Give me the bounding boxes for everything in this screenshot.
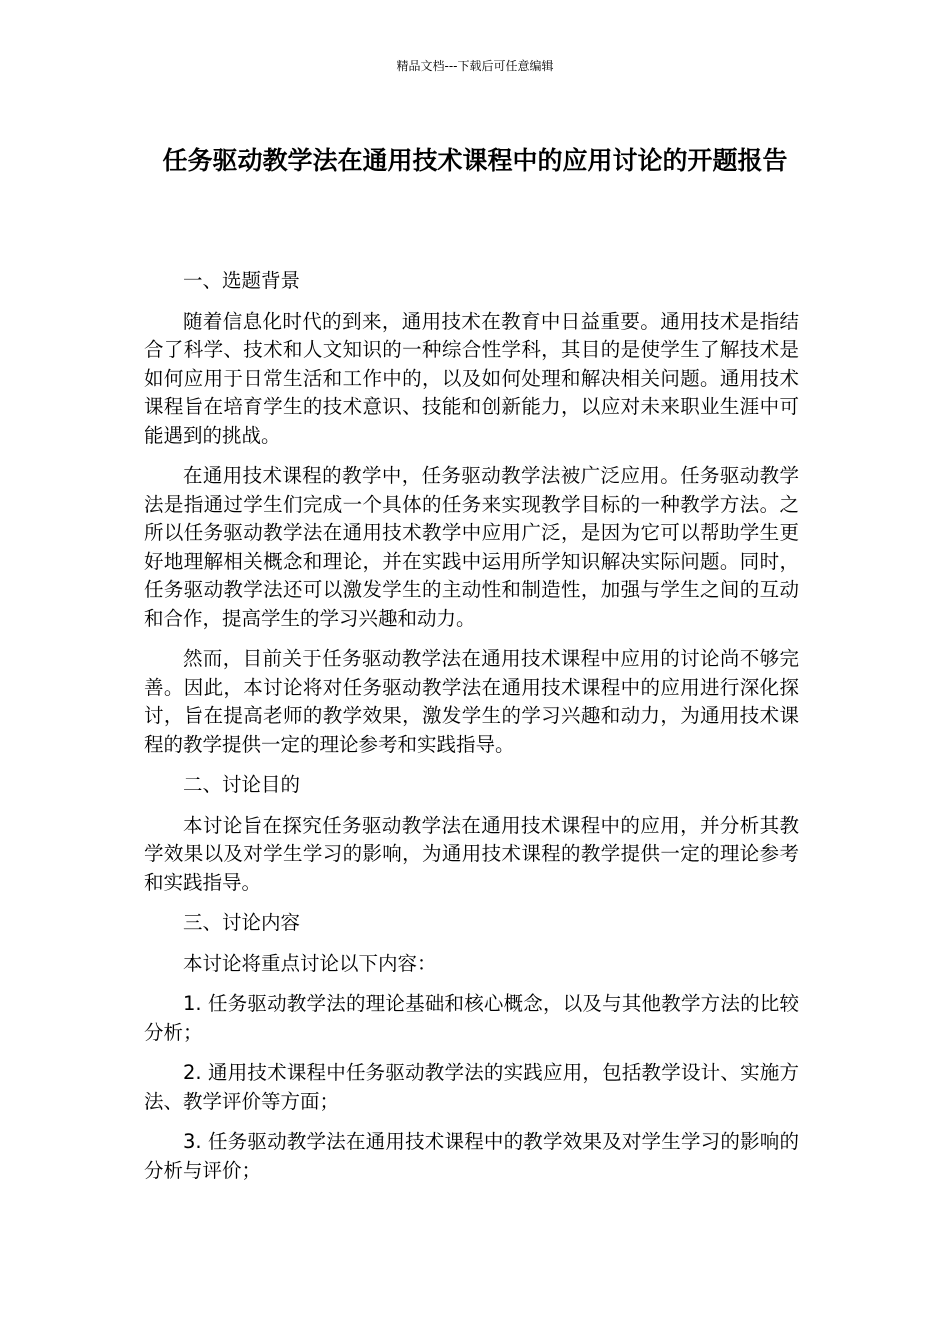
section-heading-background: 一、选题背景 (183, 269, 301, 292)
paragraph: 随着信息化时代的到来，通用技术在教育中日益重要。通用技术是指结合了科学、技术和人文知识的一种综合性学科，其目的是使学生了解技术是如何应用于日常生活和工作中的，以及如何处理和解决相关问题。通用技术课程旨在培育学生的技术意识、技能和创新能力，以应对未来职业生涯中可能遇到的挑战。 (144, 309, 799, 447)
section-heading-content: 三、讨论内容 (183, 911, 301, 934)
list-item: 1. 任务驱动教学法的理论基础和核心概念，以及与其他教学方法的比较分析； (144, 992, 799, 1044)
paragraph: 本讨论旨在探究任务驱动教学法在通用技术课程中的应用，并分析其教学效果以及对学生学习的影响，为通用技术课程的教学提供一定的理论参考和实践指导。 (144, 813, 799, 894)
paragraph: 然而，目前关于任务驱动教学法在通用技术课程中应用的讨论尚不够完善。因此，本讨论将对任务驱动教学法在通用技术课程中的应用进行深化探讨，旨在提高老师的教学效果，激发学生的学习兴趣和动力，为通用技术课程的教学提供一定的理论参考和实践指导。 (144, 647, 799, 756)
document-title: 任务驱动教学法在通用技术课程中的应用讨论的开题报告 (162, 146, 788, 175)
page-header-note: 精品文档---下载后可任意编辑 (396, 59, 554, 73)
list-item: 2. 通用技术课程中任务驱动教学法的实践应用，包括教学设计、实施方法、教学评价等方面； (144, 1061, 799, 1113)
section-heading-purpose: 二、讨论目的 (183, 773, 301, 796)
document-body (144, 267, 799, 1197)
list-item: 3. 任务驱动教学法在通用技术课程中的教学效果及对学生学习的影响的分析与评价； (144, 1130, 799, 1182)
paragraph: 本讨论将重点讨论以下内容： (183, 951, 437, 975)
paragraph: 在通用技术课程的教学中，任务驱动教学法被广泛应用。任务驱动教学法是指通过学生们完成一个具体的任务来实现教学目标的一种教学方法。之所以任务驱动教学法在通用技术教学中应用广泛，是因为它可以帮助学生更好地理解相关概念和理论，并在实践中运用所学知识解决实际问题。同时，任务驱动教学法还可以激发学生的主动性和制造性，加强与学生之间的互动和合作，提高学生的学习兴趣和动力。 (144, 464, 799, 630)
